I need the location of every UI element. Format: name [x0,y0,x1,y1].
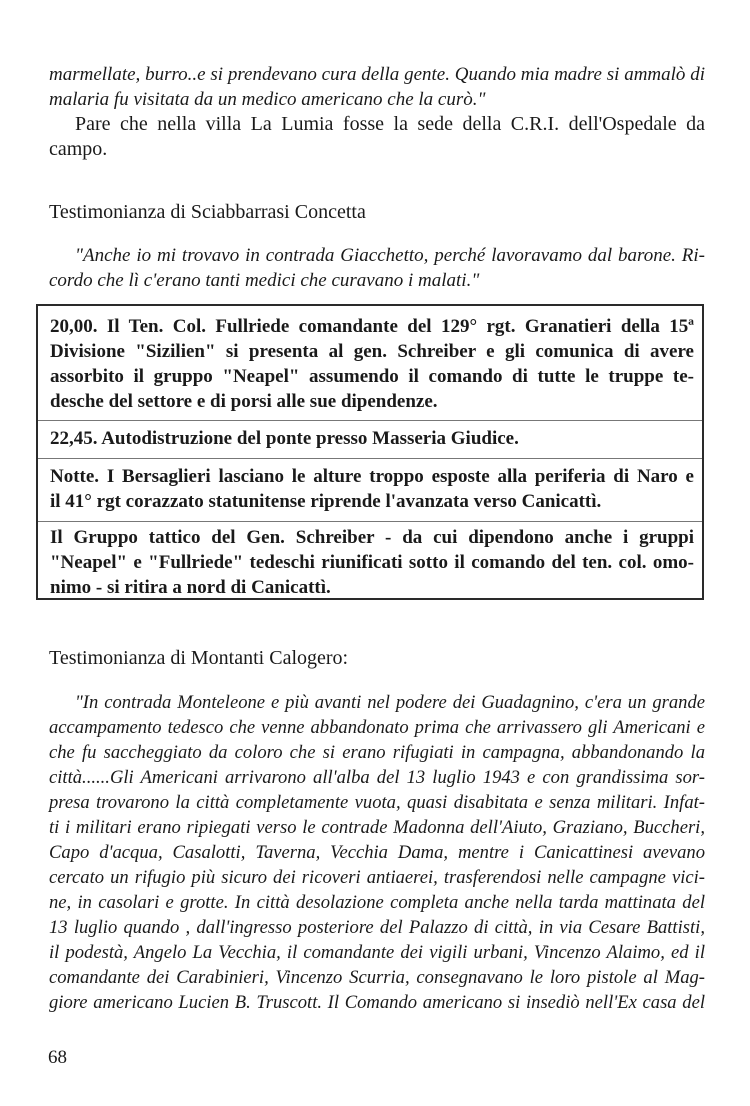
quote-line: cordo che lì c'erano tanti medici che curavano i malati." [49,270,480,291]
chronicle-entry-notte [50,464,694,514]
chronicle-line: Il Gruppo tattico del Gen. Schreiber - da cui dipendono anche i gruppi [50,527,694,548]
top-quote-line: malaria fu visitata da un medico americano che la curò." [49,89,486,110]
quote-line: il podestà, Angelo La Vecchia, il comandante dei vigili urbani, Vincenzo Alaimo, ed il [49,942,705,963]
chronicle-line: nimo - si ritira a nord di Canicattì. [50,577,331,598]
chronicle-line: il 41° rgt corazzato statunitense riprende l'avanzata verso Canicattì. [50,491,602,512]
chronicle-line: 22,45. Autodistruzione del ponte presso Masseria Giudice. [50,428,519,449]
quote-line: giore americano Lucien B. Truscott. Il Comando americano si insediò nell'Ex casa del [49,992,705,1013]
top-quote [49,62,705,112]
villa-line: campo. [49,138,108,160]
quote-montanti [49,690,705,1015]
page-number: 68 [48,1047,67,1068]
quote-sciabbarrasi [49,243,705,293]
chronicle-entry-gruppo [50,525,694,600]
chronicle-line: desche del settore e di porsi alle sue dipendenze. [50,391,438,412]
quote-line: cercato un rifugio più sicuro dei ricoveri antiaerei, trasferendosi nelle campagne vici- [49,867,705,888]
testimony-heading-sciabbarrasi: Testimonianza di Sciabbarrasi Concetta [49,201,366,223]
chronicle-line: Divisione "Sizilien" si presenta al gen. Schreiber e gli comunica di avere [50,341,694,362]
top-quote-line: marmellate, burro..e si prendevano cura della gente. Quando mia madre si ammalò di [49,64,705,85]
quote-line: ne, in casolari e grotte. In città desolazione completa anche nella tarda mattinata del [49,892,705,913]
quote-line: che fu saccheggiato da coloro che si erano rifugiati in campagna, abbandonando la [49,742,705,763]
chronicle-entry-2000 [50,314,694,414]
chronicle-divider [38,420,702,421]
chronicle-line: "Neapel" e "Fullriede" tedeschi riunificati sotto il comando del ten. col. omo- [50,552,694,573]
chronicle-line: 20,00. Il Ten. Col. Fullriede comandante del 129° rgt. Granatieri della 15ª [50,316,694,337]
quote-line: "Anche io mi trovavo in contrada Giacchetto, perché lavoravamo dal barone. Ri- [75,245,705,266]
quote-line: presa trovarono la città completamente vuota, quasi disabitata e senza militari. Infat- [49,792,705,813]
quote-line: città......Gli Americani arrivarono all'alba del 13 luglio 1943 e con grandissima sor- [49,767,705,788]
quote-line: comandante dei Carabinieri, Vincenzo Scurria, consegnavano le loro pistole al Mag- [49,967,705,988]
chronicle-divider [38,521,702,522]
quote-line: "In contrada Monteleone e più avanti nel podere dei Guadagnino, c'era un grande [75,692,705,713]
chronicle-divider [38,458,702,459]
quote-line: Capo d'acqua, Casalotti, Taverna, Vecchia Dama, mentre i Canicattinesi avevano [49,842,705,863]
chronicle-line: Notte. I Bersaglieri lasciano le alture troppo esposte alla periferia di Naro e [50,466,694,487]
quote-line: ti i militari erano ripiegati verso le contrade Madonna dell'Aiuto, Graziano, Buccheri, [49,817,705,838]
chronicle-box [36,304,704,600]
quote-line: 13 luglio quando , dall'ingresso posteriore del Palazzo di città, in via Cesare Battisti, [49,917,705,938]
chronicle-entry-2245 [50,426,694,451]
villa-paragraph [49,112,705,162]
testimony-heading-montanti: Testimonianza di Montanti Calogero: [49,647,349,669]
chronicle-line: assorbito il gruppo "Neapel" assumendo il comando di tutte le truppe te- [50,366,694,387]
quote-line: accampamento tedesco che venne abbandonato prima che arrivassero gli Americani e [49,717,705,738]
villa-line: Pare che nella villa La Lumia fosse la sede della C.R.I. dell'Ospedale da [75,113,705,135]
